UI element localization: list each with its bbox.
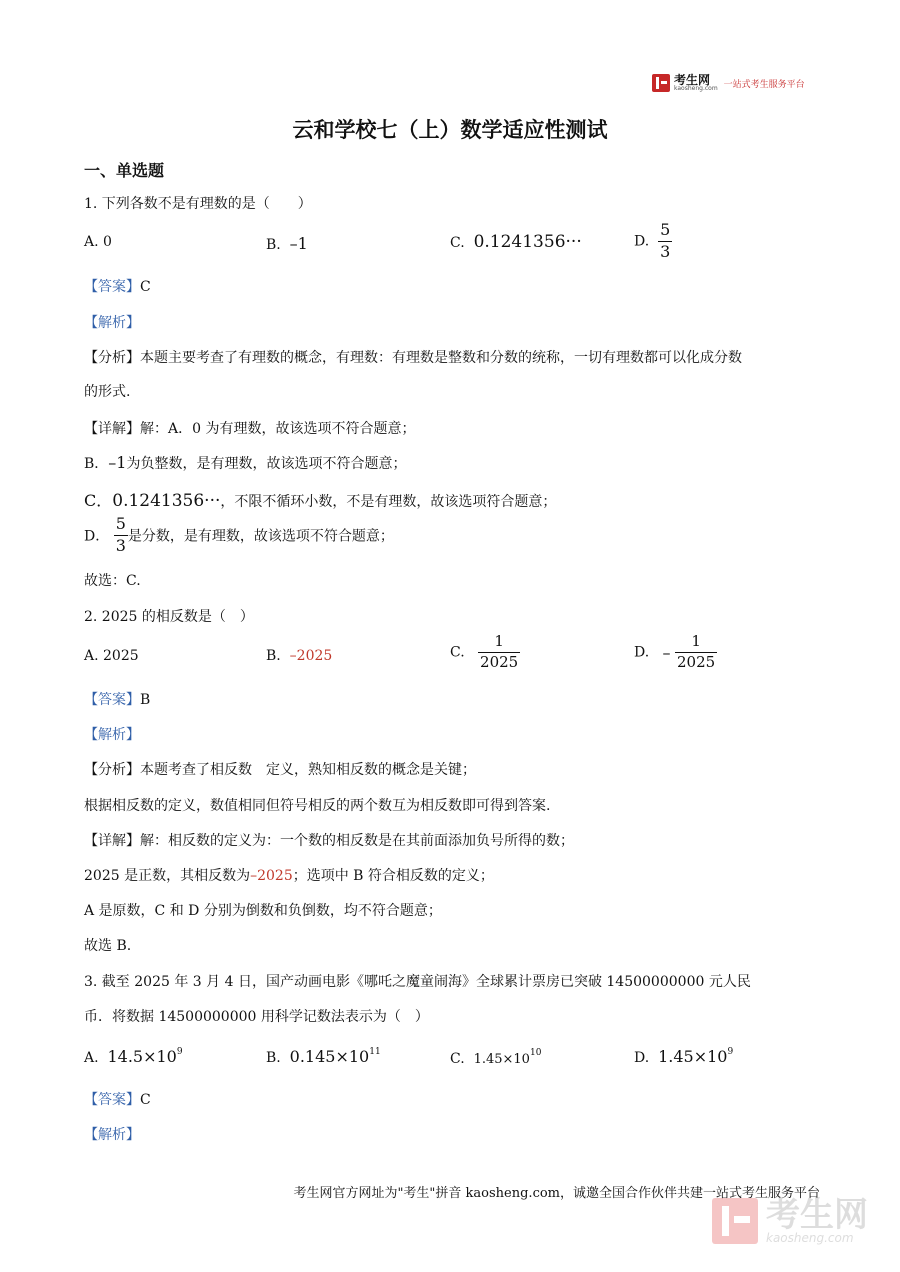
watermark-logo-icon [712,1198,758,1244]
section-heading: 一、单选题 [84,161,165,180]
q2-option-c-fraction: $\frac{1}{2025}$ [480,632,519,671]
q2-detail-line-2: 2025 是正数，其相反数为–2025；选项中 B 符合相反数的定义； [84,868,494,884]
q1-analysis-label: 【解析】 [84,315,140,331]
q3-analysis-label: 【解析】 [84,1127,140,1143]
q3-option-c: C. $1.45\times 10^{10}$ [450,1048,542,1067]
q3-stem-line-1: 3. 截至 2025 年 3 月 4 日，国产动画电影《哪吒之魔童闹海》全球累计票房已突破 14500000000 元人民 [84,974,751,990]
q1-option-b: B. –1 [266,234,308,253]
q2-option-a: A. 2025 [84,648,139,664]
q1-answer: 【答案】C [84,279,151,295]
q1-detail-line-1: 【详解】解：A．0 为有理数，故该选项不符合题意； [84,421,416,437]
q1-option-c: C. 0.1241356··· [450,232,582,252]
q1-option-d-fraction: $\frac{5}{3}$ [660,220,671,261]
q2-option-c: C. $\frac{1}{2025}$ [450,632,519,671]
q3-option-a: A. $14.5\times 10^9$ [84,1047,183,1066]
brand-slogan: 一站式考生服务平台 [723,79,805,90]
q2-conclusion: 故选 B. [84,938,132,954]
q2-detail-line-1: 【详解】解：相反数的定义为：一个数的相反数是在其前面添加负号所得的数； [84,833,574,849]
footer-text: 考生网官方网址为"考生"拼音 kaosheng.com，诚邀全国合作伙伴共建一站式考生服务平台 [293,1186,820,1201]
q1-detail-fraction: $\frac{5}{3}$ [115,514,126,555]
q2-analysis-line-1: 【分析】本题考查了相反数 定义，熟知相反数的概念是关键； [84,762,476,778]
q1-detail-line-4: D． $\frac{5}{3}$ 是分数，是有理数，故该选项不符合题意； [84,514,394,555]
q2-answer: 【答案】B [84,692,151,708]
watermark-url: kaosheng.com [766,1231,854,1245]
q2-stem: 2. 2025 的相反数是（ ） [84,609,254,625]
q2-analysis-line-2: 根据相反数的定义，数值相同但符号相反的两个数互为相反数即可得到答案. [84,798,551,814]
q1-detail-line-3: C．0.1241356···，不限不循环小数，不是有理数，故该选项符合题意； [84,491,557,511]
brand-logo [652,72,805,94]
q2-analysis-label: 【解析】 [84,727,140,743]
watermark [712,1195,868,1245]
brand-url: kaosheng.com [674,85,718,92]
q1-stem: 1. 下列各数不是有理数的是（ ） [84,196,312,212]
page-title: 云和学校七（上）数学适应性测试 [292,118,608,142]
q2-option-b: B. –2025 [266,648,333,664]
brand-logo-icon [652,74,670,92]
q1-analysis-line-1: 【分析】本题主要考查了有理数的概念，有理数：有理数是整数和分数的统称，一切有理数都可以化成分数 [84,350,742,366]
q1-conclusion: 故选：C. [84,573,141,589]
brand-name: 考生网 [674,73,711,87]
q1-option-a: A. 0 [84,234,112,250]
q3-stem-line-2: 币．将数据 14500000000 用科学记数法表示为（ ） [84,1009,429,1025]
q2-option-d-fraction: $\frac{1}{2025}$ [677,632,716,671]
q1-option-d: D. $\frac{5}{3}$ [634,220,671,261]
q3-option-d: D. $1.45\times 10^9$ [634,1047,734,1066]
q1-analysis-line-2: 的形式. [84,384,131,400]
watermark-name: 考生网 [766,1195,868,1235]
q3-option-b: B. $0.145\times 10^{11}$ [266,1047,381,1066]
q3-answer: 【答案】C [84,1092,151,1108]
q2-option-d: D. – $\frac{1}{2025}$ [634,632,716,671]
q1-detail-line-2: B．–1为负整数，是有理数，故该选项不符合题意； [84,453,407,472]
q2-detail-line-3: A 是原数，C 和 D 分别为倒数和负倒数，均不符合题意； [84,903,442,919]
